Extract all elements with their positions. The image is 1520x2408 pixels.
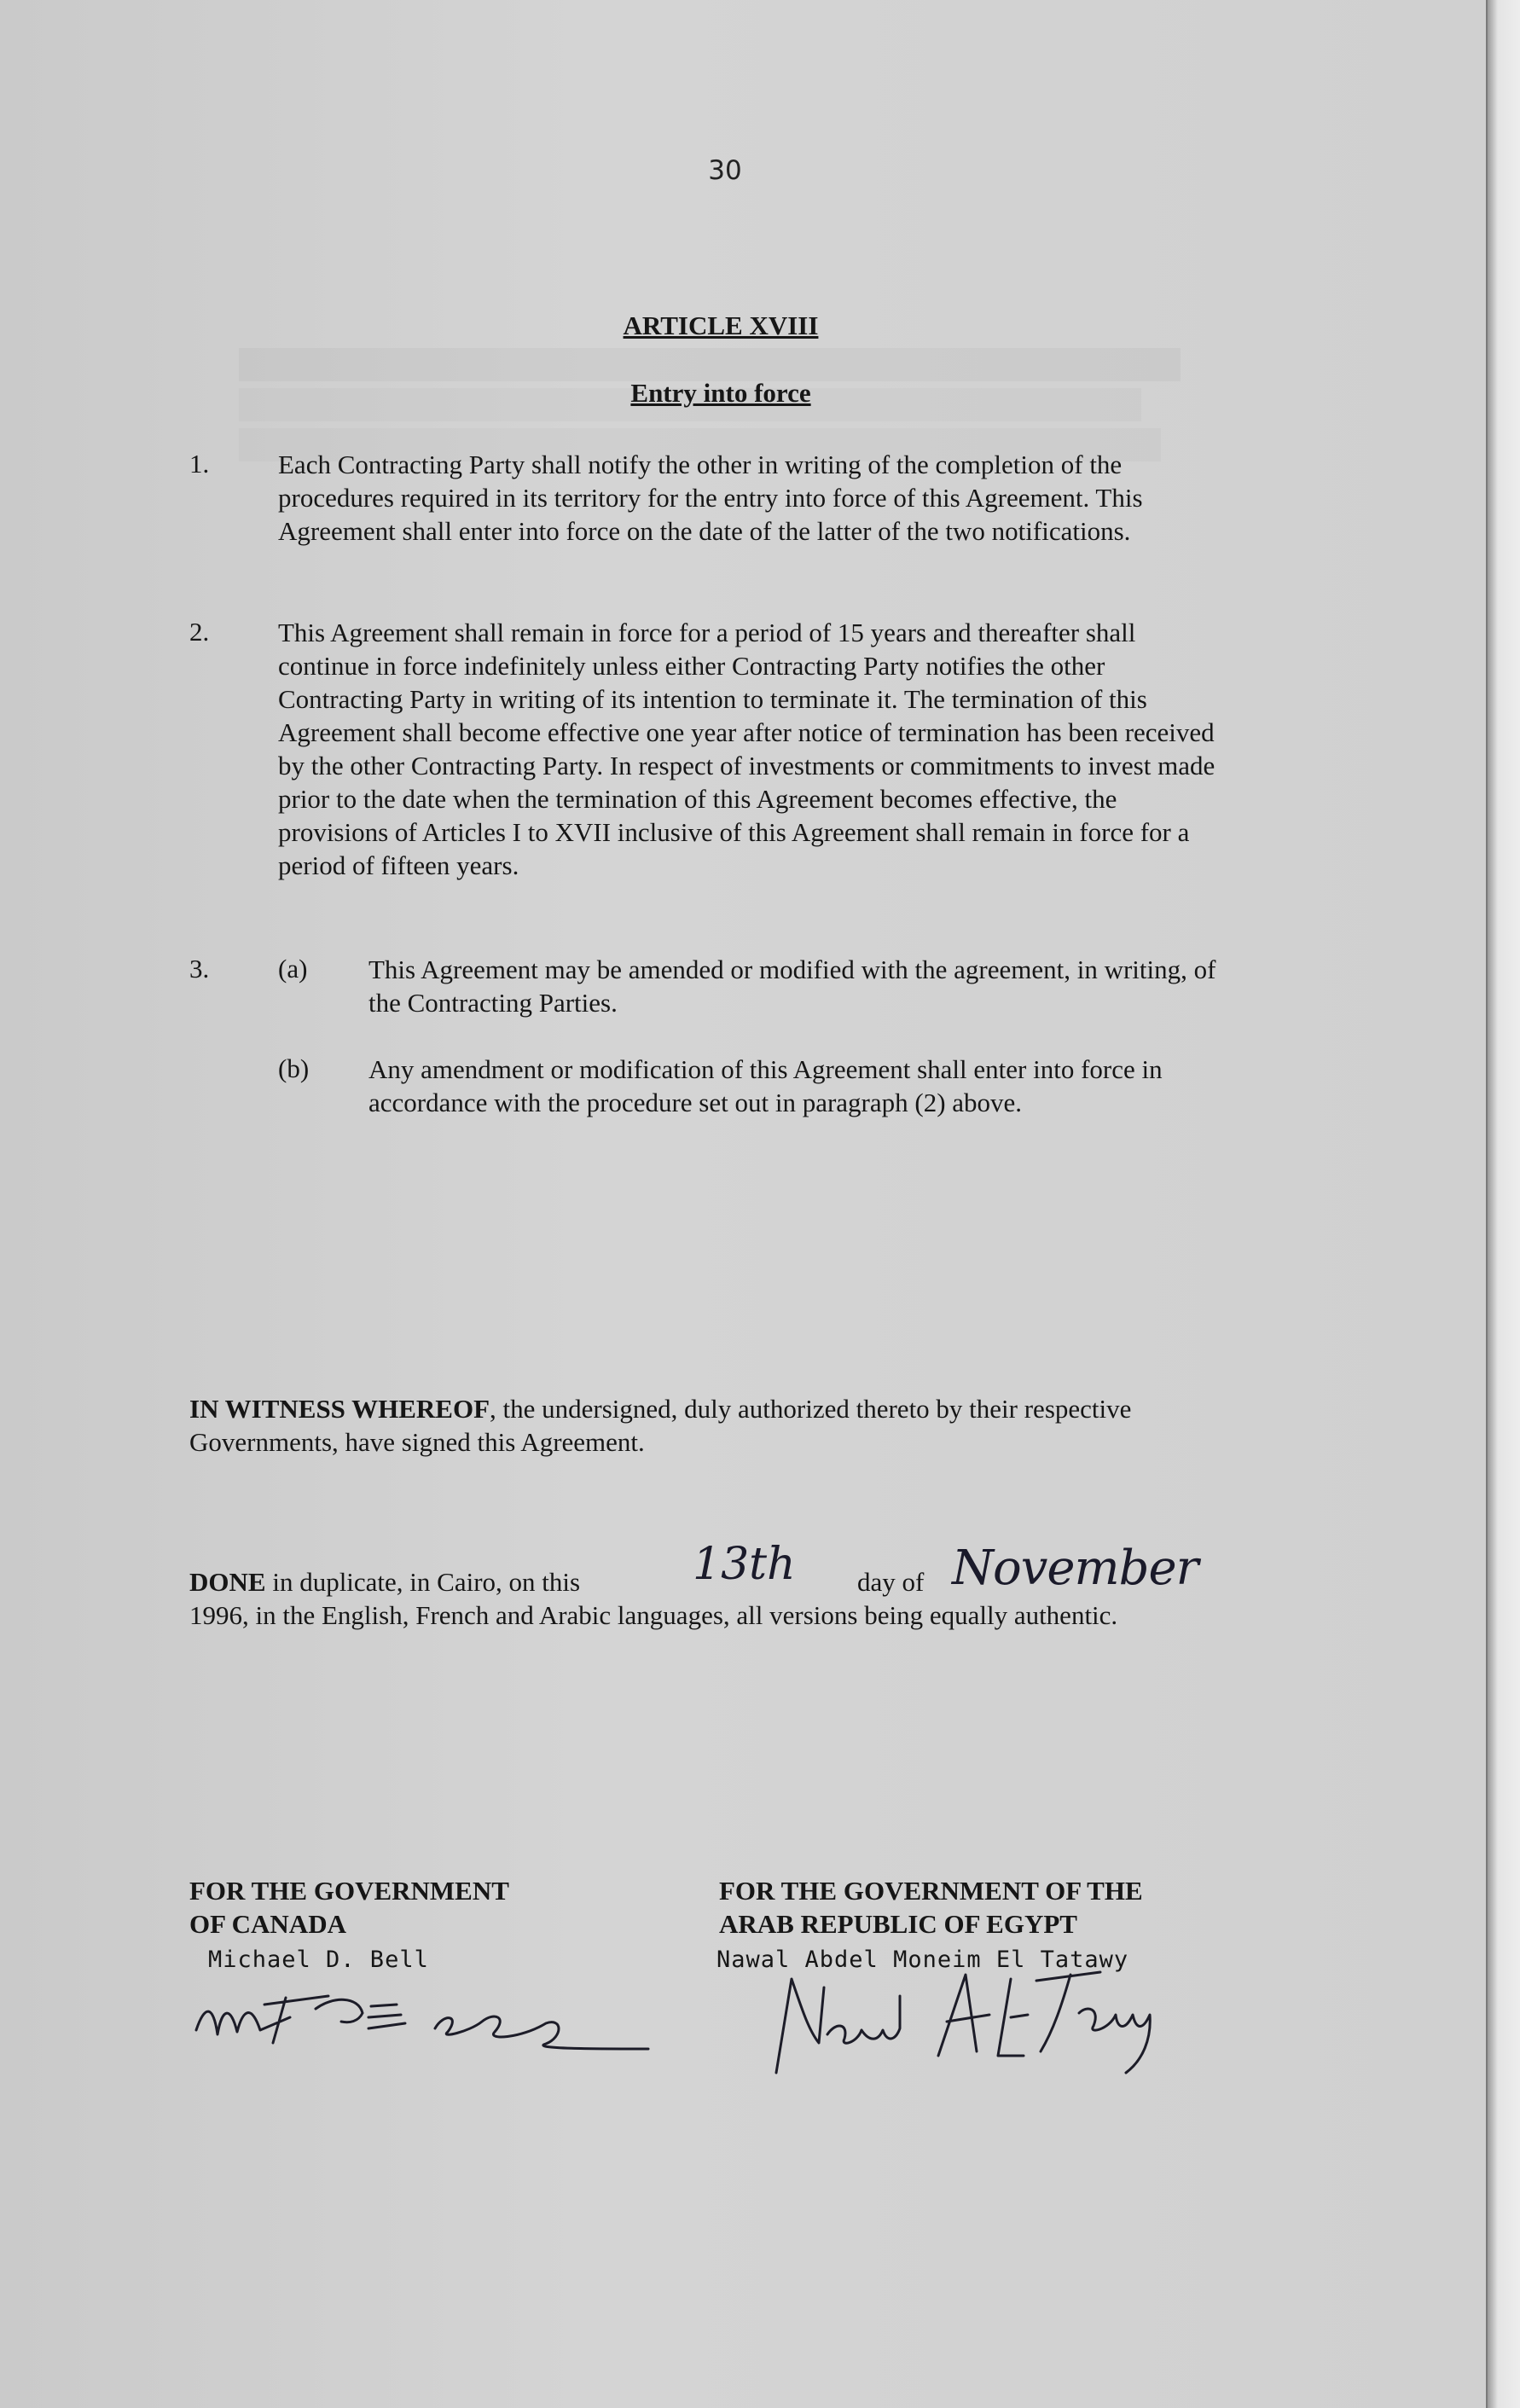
page-number: 30 xyxy=(708,155,742,186)
paragraph-2-text: This Agreement shall remain in force for a period of 15 years and thereafter shall continue in force indefinitely unless either Contracting Party notifies the other Contracting Party in writing of its intention to terminate it. The termination of this Agreement shall become effective one year after notice of termination has been received by the other Contracting Party. In respect of investments or commitments to invest made prior to the date when the termination of this Agreement becomes effective, the provisions of Articles I to XVII inclusive of this Agreement shall remain in force for a period of fifteen years. xyxy=(278,618,1215,880)
witness-lead: IN WITNESS WHEREOF xyxy=(189,1394,490,1424)
article-title: ARTICLE XVIII xyxy=(623,310,819,340)
paragraph-2-number: 2. xyxy=(189,617,210,647)
handwritten-month: November xyxy=(952,1541,1198,1596)
done-line-1 xyxy=(189,1565,580,1599)
done-part2: day of xyxy=(857,1567,925,1597)
paragraph-3b-label: (b) xyxy=(278,1053,310,1083)
done-line-2: 1996, in the English, French and Arabic languages, all versions being equally authentic. xyxy=(189,1600,1118,1630)
witness-text: , the undersigned, duly authorized thereto by their respective Governments, have signed this Agreement. xyxy=(189,1394,1132,1457)
egypt-heading-line2: ARAB REPUBLIC OF EGYPT xyxy=(719,1909,1077,1939)
canada-signatory-name: Michael D. Bell xyxy=(208,1947,429,1973)
handwritten-day: 13th xyxy=(693,1539,796,1590)
page-edge xyxy=(1486,0,1520,2408)
paragraph-1-text: Each Contracting Party shall notify the other in writing of the completion of the procedures required in its territory for the entry into force of this Agreement. This Agreement shall enter into force on the date of the latter of the two notifications. xyxy=(278,450,1143,546)
egypt-signature xyxy=(742,1962,1186,2081)
witness-clause xyxy=(189,1392,1196,1459)
paragraph-1-number: 1. xyxy=(189,449,210,479)
paragraph-3b-text: Any amendment or modification of this Agreement shall enter into force in accordance with the procedure set out in paragraph (2) above. xyxy=(368,1054,1163,1117)
paragraph-3a-text: This Agreement may be amended or modified with the agreement, in writing, of the Contracting Parties. xyxy=(368,954,1216,1018)
canada-heading-line1: FOR THE GOVERNMENT xyxy=(189,1876,509,1906)
egypt-signatory-name: Nawal Abdel Moneim El Tatawy xyxy=(716,1947,1129,1973)
done-part1: in duplicate, in Cairo, on this xyxy=(265,1567,581,1597)
paragraph-3a-label: (a) xyxy=(278,954,308,984)
done-lead: DONE xyxy=(189,1567,266,1597)
paragraph-3-number: 3. xyxy=(189,954,210,984)
canada-heading-line2: OF CANADA xyxy=(189,1909,346,1939)
egypt-heading-line1: FOR THE GOVERNMENT OF THE xyxy=(719,1876,1143,1906)
article-subtitle: Entry into force xyxy=(630,378,811,408)
canada-signature xyxy=(188,1970,665,2064)
